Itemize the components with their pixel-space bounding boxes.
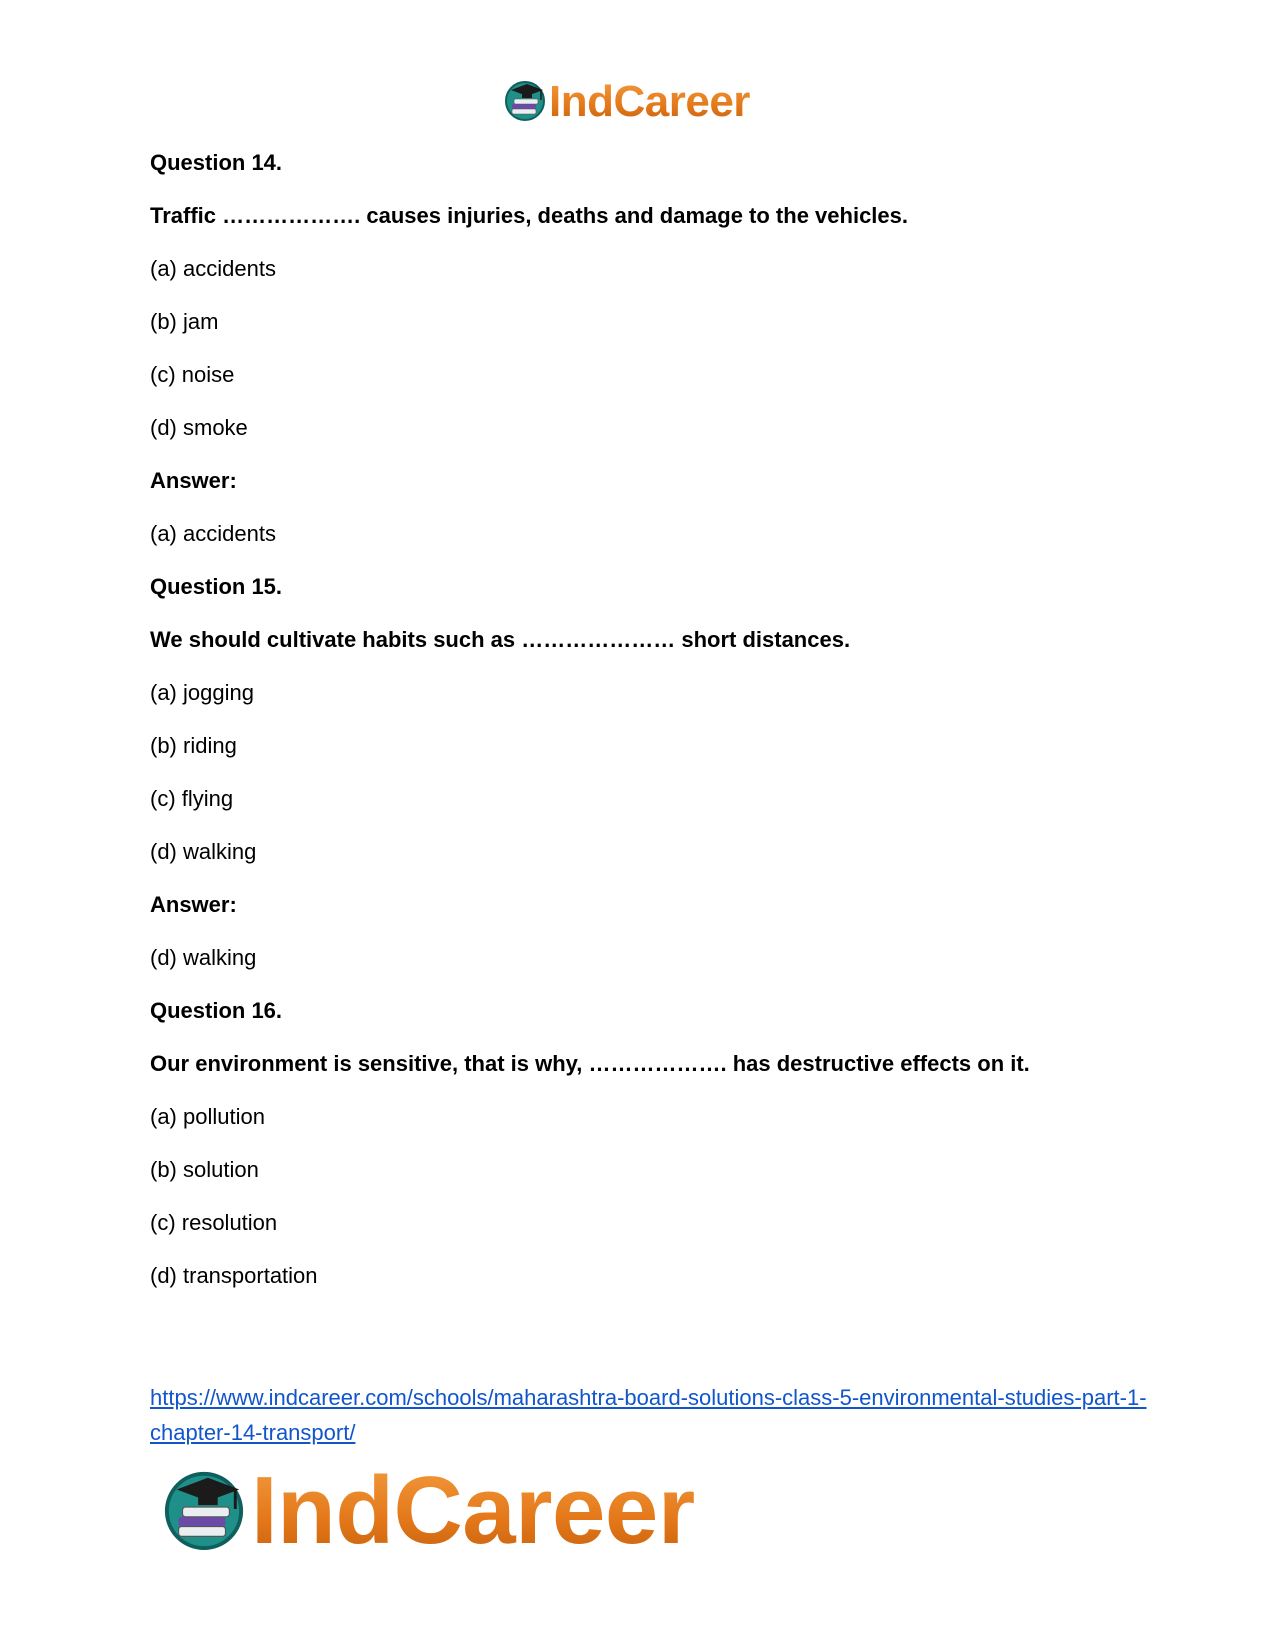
logo-wordmark: IndCareer (251, 1457, 695, 1564)
logo-wordmark: IndCareer (549, 77, 750, 126)
answer-label: Answer: (150, 468, 237, 493)
option-item: (d) walking (150, 839, 257, 864)
question-prompt: We should cultivate habits such as ………………… short distances. (150, 627, 851, 652)
answer-value: (a) accidents (150, 521, 276, 546)
question-number: Question 16. (150, 998, 283, 1023)
option-item: (a) pollution (150, 1104, 265, 1129)
header-logo (503, 77, 750, 126)
graduation-cap-books-icon (161, 1466, 247, 1557)
question-prompt: Our environment is sensitive, that is why, ………………. has destructive effects on it. (150, 1051, 1030, 1076)
option-item: (b) jam (150, 309, 219, 334)
option-item: (c) flying (150, 786, 234, 811)
option-item: (c) noise (150, 362, 235, 387)
graduation-cap-books-icon (503, 78, 547, 127)
question-number: Question 15. (150, 574, 283, 599)
option-item: (d) smoke (150, 415, 248, 440)
option-item: (a) accidents (150, 256, 276, 281)
source-link[interactable]: https://www.indcareer.com/schools/maharashtra-board-solutions-class-5-environmental-studies-part-1-chapter-14-transport/ (150, 1385, 1147, 1445)
footer-logo (161, 1457, 695, 1564)
answer-value: (d) walking (150, 945, 257, 970)
question-number: Question 14. (150, 150, 283, 175)
option-item: (b) solution (150, 1157, 259, 1182)
option-item: (c) resolution (150, 1210, 278, 1235)
question-prompt: Traffic ………………. causes injuries, deaths and damage to the vehicles. (150, 203, 909, 228)
option-item: (a) jogging (150, 680, 254, 705)
option-item: (d) transportation (150, 1263, 318, 1288)
answer-label: Answer: (150, 892, 237, 917)
option-item: (b) riding (150, 733, 237, 758)
